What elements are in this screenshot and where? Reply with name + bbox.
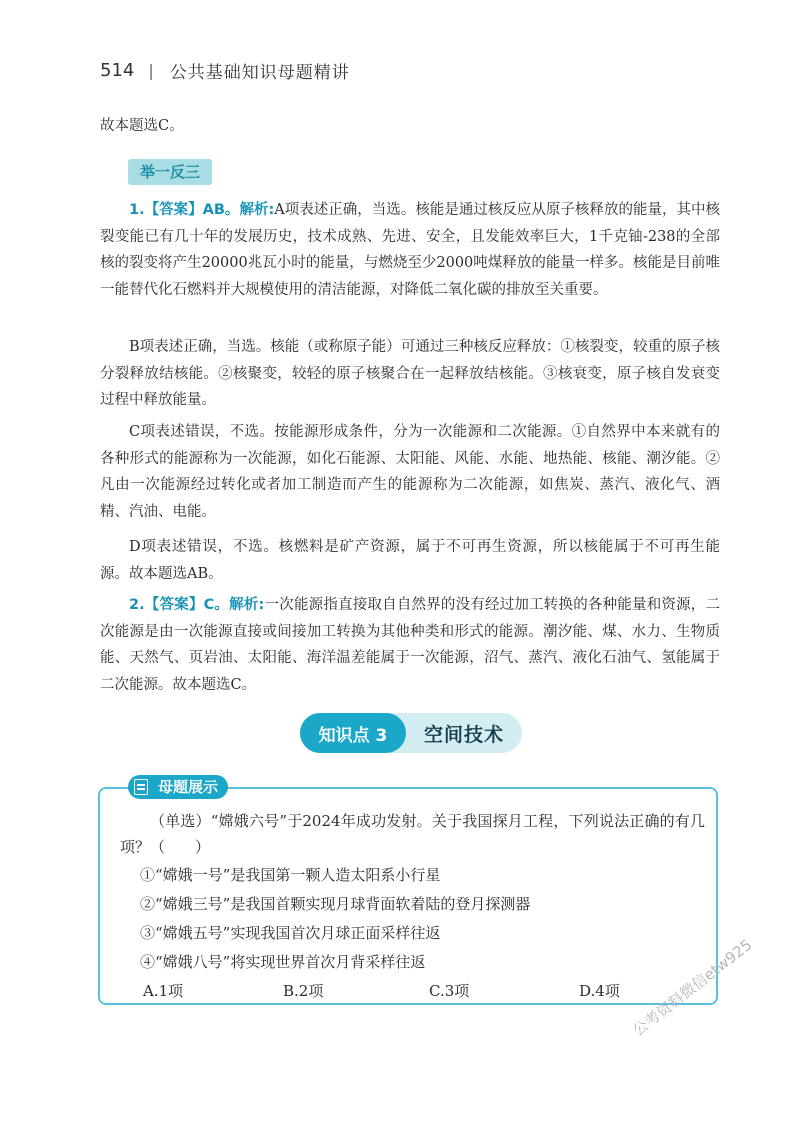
statement-4: ④“嫦娥八号”将实现世界首次月背采样往返 — [140, 953, 426, 971]
q2-answer: 2.【答案】C。 — [129, 597, 230, 613]
q1-text-a: A项表述正确，当选。核能是通过核反应从原子核释放的能量，其中核裂变能已有几十年的发展历史，技术成熟、先进、安全，且发能效率巨大，1千克铀-238的全部核的裂变将产生20000兆瓦小时的能量，与燃烧至少2000吨煤释放的能量一样多。核能是目前唯一能替代化石燃料并大规模使用的清洁能源，对降低二氧化碳的排放至关重要。 — [100, 202, 720, 298]
q1-paragraph-a — [100, 197, 720, 303]
section-badge: 举一反三 — [128, 159, 212, 185]
q1-conclusion: 故本题选AB。 — [129, 566, 223, 582]
q1-analysis-label: 解析: — [239, 202, 275, 218]
q1-paragraph-b: B项表述正确，当选。核能（或称原子能）可通过三种核反应释放：①核裂变，较重的原子核分裂释放结核能。②核聚变，较轻的原子核聚合在一起释放结核能。③核衰变，原子核自发衰变过程中释放能量。 — [100, 339, 720, 408]
q2-analysis-label: 解析: — [229, 597, 265, 613]
page-header — [100, 50, 350, 90]
q1-paragraph-c: C项表述错误，不选。按能源形成条件，分为一次能源和二次能源。①自然界中本来就有的各种形式的能源称为一次能源，如化石能源、太阳能、风能、水能、地热能、核能、潮汐能。②凡由一次能源经过转化或者加工制造而产生的能源称为二次能源，如焦炭、蒸汽、液化气、酒精、汽油、电能。 — [100, 424, 720, 520]
knowledge-point-label: 知识点 3 — [300, 713, 406, 753]
q2-paragraph — [100, 592, 720, 698]
book-title: 公共基础知识母题精讲 — [169, 62, 350, 83]
intro-line: 故本题选C。 — [100, 118, 184, 134]
question-stem: （单选）“嫦娥六号”于2024年成功发射。关于我国探月工程，下列说法正确的有几项？（ ） — [120, 812, 705, 856]
document-icon — [134, 779, 148, 795]
page-number: 514 — [100, 59, 135, 81]
knowledge-point-banner — [300, 713, 522, 753]
choice-c[interactable]: C.3项 — [429, 982, 470, 1000]
statement-3: ③“嫦娥五号”实现我国首次月球正面采样往返 — [140, 924, 441, 942]
choice-d[interactable]: D.4项 — [579, 982, 620, 1000]
statement-1: ①“嫦娥一号”是我国第一颗人造太阳系小行星 — [140, 866, 441, 884]
q2-text: 一次能源指直接取自自然界的没有经过加工转换的各种能量和资源，二次能源是由一次能源直接或间接加工转换为其他种类和形式的能源。潮汐能、煤、水力、生物质能、天然气、页岩油、太阳能、海洋温差能属于一次能源，沼气、蒸汽、液化石油气、氢能属于二次能源。故本题选C。 — [100, 597, 720, 693]
statement-2: ②“嫦娥三号”是我国首颗实现月球背面软着陆的登月探测器 — [140, 895, 531, 913]
knowledge-point-title: 空间技术 — [423, 723, 504, 746]
q1-answer: 1.【答案】AB。 — [129, 202, 240, 218]
mother-question-tab-label: 母题展示 — [158, 778, 219, 796]
mother-question-tab — [128, 775, 228, 799]
q1-paragraph-d: D项表述错误，不选。核燃料是矿产资源，属于不可再生资源，所以核能属于不可再生能源。 — [100, 539, 720, 582]
header-separator: | — [148, 60, 154, 80]
choice-a[interactable]: A.1项 — [143, 982, 184, 1000]
watermark: 公考资料微信etw925 — [629, 935, 756, 1040]
choice-b[interactable]: B.2项 — [283, 982, 324, 1000]
